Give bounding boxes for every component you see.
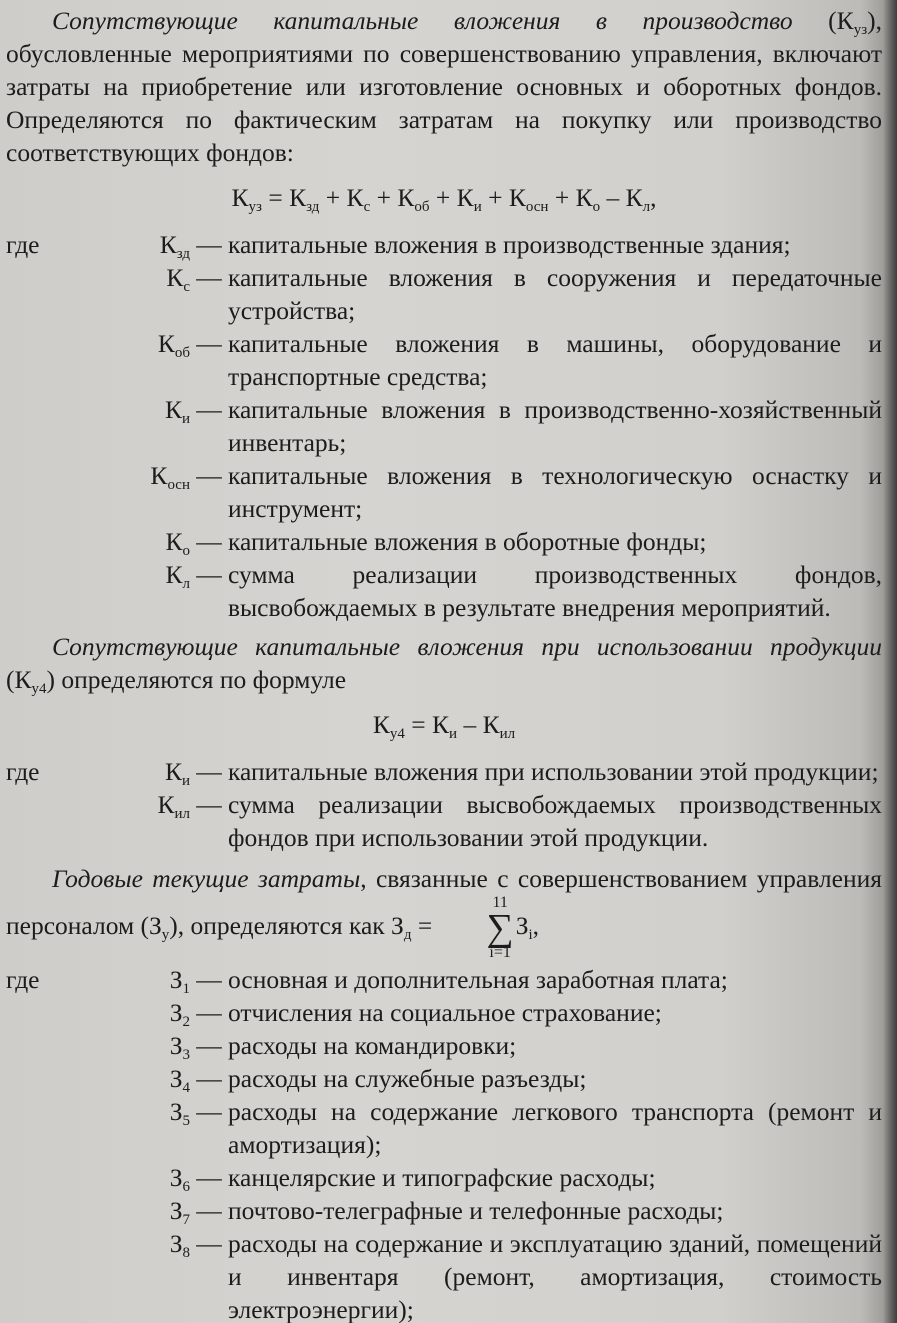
term-italic: Годовые текущие затраты — [52, 864, 361, 893]
definition-dash: — — [196, 1064, 222, 1093]
where-label — [6, 996, 124, 1029]
definition-item — [6, 459, 882, 525]
formula-symbol: К — [289, 183, 307, 212]
definition-item — [6, 1161, 882, 1194]
definition-item — [6, 788, 882, 854]
definition-item — [6, 963, 882, 996]
definition-symbol: $З_2$ — [169, 998, 190, 1030]
definition-item — [6, 525, 882, 558]
definition-symbol: $К_{осн}$ — [150, 461, 190, 493]
definition-text: капитальные вложения в производственно-хозяйственный инвентарь; — [228, 395, 882, 457]
definition-item — [6, 1095, 882, 1161]
definition-text: сумма реализации высвобождаемых производственных фондов при использовании этой продукции. — [228, 790, 882, 852]
definition-symbol: $З_3$ — [169, 1031, 190, 1063]
definition-dash: — — [196, 230, 222, 259]
definition-text: капитальные вложения в оборотные фонды; — [228, 527, 707, 556]
formula-symbol: К — [508, 183, 526, 212]
definition-symbol: $К_{зд}$ — [159, 230, 190, 262]
where-label — [6, 1194, 124, 1227]
where-label — [6, 1062, 124, 1095]
definition-text: почтово-телеграфные и телефонные расходы; — [228, 1196, 724, 1225]
definition-text: расходы на содержание и эксплуатацию зданий, помещений и инвентаря (ремонт, амортизация, стоимость электроэнергии); — [228, 1229, 882, 1323]
definition-symbol: $З_1$ — [169, 965, 190, 997]
where-label — [6, 1227, 124, 1323]
definition-symbol: $З_8$ — [169, 1229, 190, 1261]
definition-item — [6, 755, 882, 788]
definition-item — [6, 1062, 882, 1095]
definition-dash: — — [196, 757, 222, 786]
formula-symbol: К — [231, 183, 249, 212]
definition-symbol: $К_и$ — [164, 757, 190, 789]
definition-text: расходы на командировки; — [228, 1031, 517, 1060]
page-edge-shadow — [883, 0, 897, 1323]
where-label — [6, 393, 124, 459]
definition-item — [6, 261, 882, 327]
definition-dash: — — [196, 1163, 222, 1192]
where-label — [6, 788, 124, 854]
definition-item — [6, 558, 882, 624]
definition-dash: — — [196, 560, 222, 589]
definition-symbol: $З_4$ — [169, 1064, 190, 1096]
definition-symbol: $К_л$ — [165, 560, 190, 592]
definition-dash: — — [196, 527, 222, 556]
definition-text: капитальные вложения в машины, оборудование и транспортные средства; — [228, 329, 882, 391]
definition-text: капитальные вложения при использовании этой продукции; — [228, 757, 879, 786]
definition-text: расходы на служебные разъезды; — [228, 1064, 587, 1093]
definition-symbol: $К_{об}$ — [157, 329, 190, 361]
definition-item — [6, 1194, 882, 1227]
where-label: где — [6, 230, 40, 259]
term-italic: Сопутствующие капитальные вложения при использовании продукции — [52, 632, 882, 661]
definition-text: основная и дополнительная заработная плата; — [228, 965, 728, 994]
formula-symbol: К — [397, 183, 415, 212]
where-label — [6, 459, 124, 525]
definition-item — [6, 1227, 882, 1323]
term-italic: Сопутствующие капитальные вложения в производство — [52, 6, 793, 35]
where-label — [6, 261, 124, 327]
formula-symbol: К — [346, 183, 364, 212]
where-label — [6, 558, 124, 624]
definition-symbol: $К_о$ — [165, 527, 190, 559]
formula-symbol: К — [625, 183, 643, 212]
where-label — [6, 1029, 124, 1062]
definition-dash: — — [196, 1229, 222, 1258]
where-label: где — [6, 965, 40, 994]
definition-symbol: $З_5$ — [169, 1097, 190, 1129]
definition-symbol: $К_и$ — [164, 395, 190, 427]
definitions-list-2 — [6, 755, 882, 854]
definition-item — [6, 393, 882, 459]
definition-dash: — — [196, 1196, 222, 1225]
paragraph-annual-costs: Годовые текущие затраты, связанные с совершенствованием управления персоналом $(З_у)$, определяются как $З_д$ = 11 ∑ i=1 $З_i$, — [6, 864, 882, 961]
definition-dash: — — [196, 1097, 222, 1126]
definition-text: капитальные вложения в сооружения и передаточные устройства; — [228, 263, 882, 325]
definition-dash: — — [196, 790, 222, 819]
sum-operator: 11 ∑ i=1 — [486, 894, 514, 961]
definition-symbol: $З_7$ — [169, 1196, 190, 1228]
definition-item — [6, 1029, 882, 1062]
definition-text: отчисления на социальное страхование; — [228, 998, 662, 1027]
where-label — [6, 1095, 124, 1161]
page-content — [6, 4, 882, 1323]
definition-text: сумма реализации производственных фондов, высвобождаемых в результате внедрения мероприятий. — [228, 560, 882, 622]
where-label: где — [6, 757, 40, 786]
where-label — [6, 525, 124, 558]
where-label — [6, 1161, 124, 1194]
where-label — [6, 327, 124, 393]
definition-item — [6, 228, 882, 261]
definition-dash: — — [196, 329, 222, 358]
paragraph-capital-usage: Сопутствующие капитальные вложения при использовании продукции $(К_{у4})$ определяются по формуле — [6, 632, 882, 697]
definition-text: капитальные вложения в производственные здания; — [228, 230, 791, 259]
definition-dash: — — [196, 998, 222, 1027]
definition-text: капитальные вложения в технологическую оснастку и инструмент; — [228, 461, 882, 523]
paragraph-capital-production: Сопутствующие капитальные вложения в производство $(К_{уз})$, обусловленные мероприятиями по совершенствованию управления, включают затраты на приобретение или изготовление основных и оборотных фондов. Определяются по фактическим затратам на покупку или производство соответствующих фондов: — [6, 6, 882, 167]
definition-symbol: $З_6$ — [169, 1163, 190, 1195]
definition-item — [6, 996, 882, 1029]
definition-text: расходы на содержание легкового транспорта (ремонт и амортизация); — [228, 1097, 882, 1159]
definition-symbol: $К_с$ — [166, 263, 190, 295]
definition-item — [6, 327, 882, 393]
definition-dash: — — [196, 461, 222, 490]
formula-symbol: К — [456, 183, 474, 212]
definitions-list-1 — [6, 228, 882, 624]
definition-symbol: $К_{ил}$ — [157, 790, 190, 822]
definition-dash: — — [196, 965, 222, 994]
formula-capital-usage: $К_{у4} = К_и - К_{ил}$ — [372, 710, 516, 742]
definition-text: канцелярские и типографские расходы; — [228, 1163, 656, 1192]
definitions-list-3 — [6, 963, 882, 1323]
definition-dash: — — [196, 263, 222, 292]
formula-symbol: К — [575, 183, 593, 212]
formula-capital-production: $К_{уз} = К_{зд} + К_с + К_{об} + К_и + К_{осн} + К_о - К_л$, — [231, 183, 657, 215]
definition-dash: — — [196, 395, 222, 424]
definition-dash: — — [196, 1031, 222, 1060]
